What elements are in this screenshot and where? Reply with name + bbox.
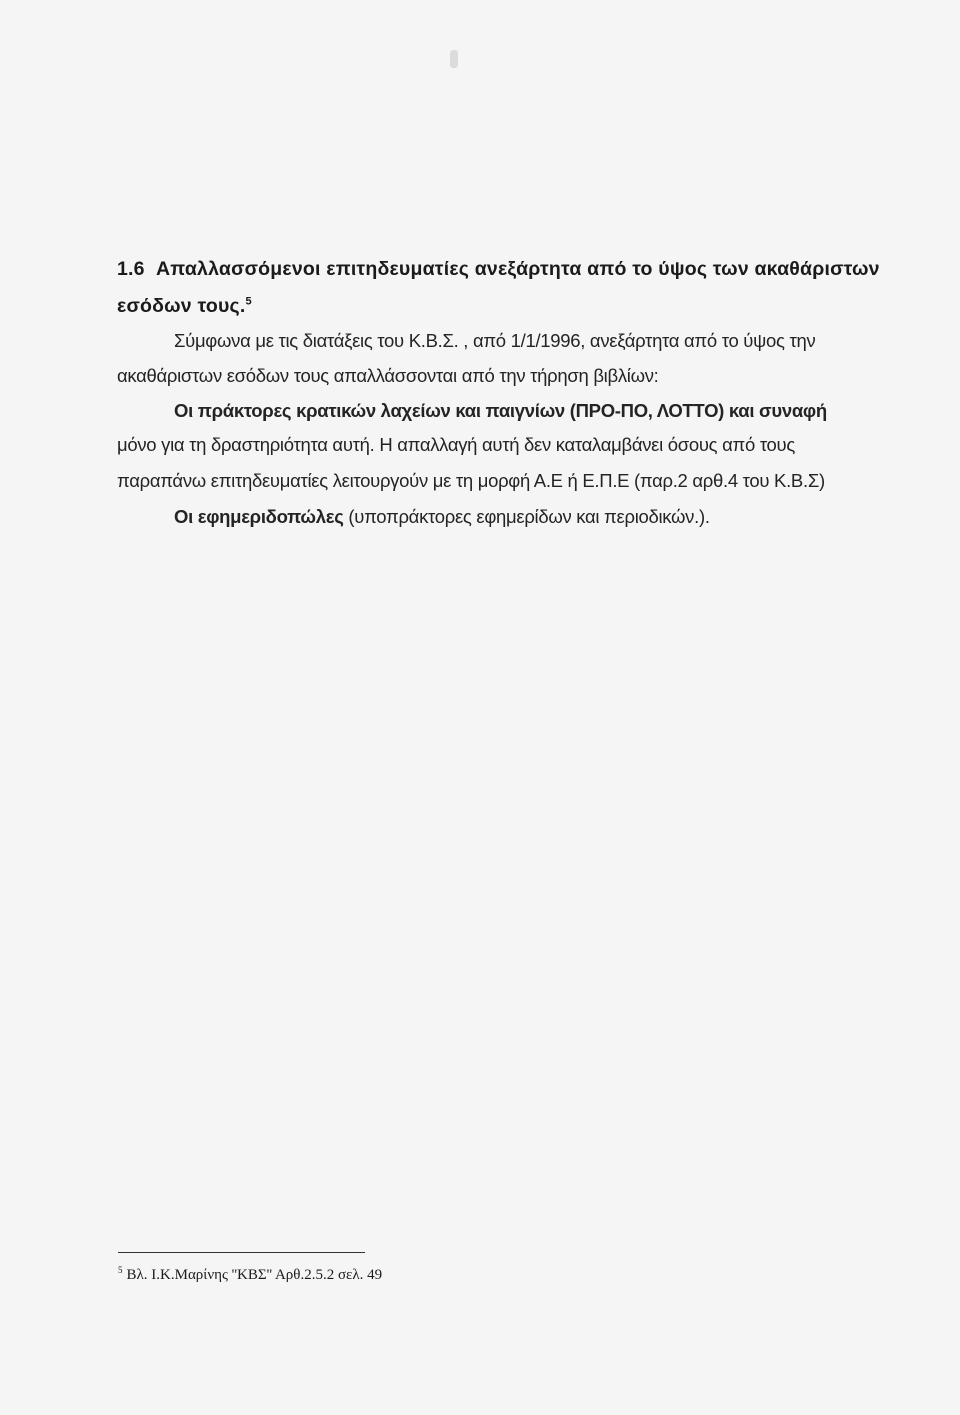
paragraph-line-5: παραπάνω επιτηδευματίες λειτουργούν με τη μορφή Α.Ε ή Ε.Π.Ε (παρ.2 αρθ.4 του Κ.Β.Σ)	[117, 470, 825, 491]
footnote-divider	[118, 1252, 365, 1253]
footnote	[118, 1267, 382, 1284]
newspaper-sellers-term: Οι εφημεριδοπώλες	[174, 506, 344, 527]
paragraph-line-1: Σύμφωνα με τις διατάξεις του Κ.Β.Σ. , από 1/1/1996, ανεξάρτητα από το ύψος την	[174, 330, 816, 351]
section-heading	[117, 258, 880, 281]
section-number: 1.6	[117, 258, 145, 280]
footnote-reference: 5	[245, 295, 252, 308]
footnote-text: Βλ. Ι.Κ.Μαρίνης ''ΚΒΣ'' Αρθ.2.5.2 σελ. 49	[126, 1267, 383, 1283]
footnote-number: 5	[118, 1265, 123, 1275]
paragraph-line-6	[174, 506, 710, 528]
section-title-line2: εσόδων τους.	[117, 295, 246, 317]
paragraph-line-3: Οι πράκτορες κρατικών λαχείων και παιγνίων (ΠΡΟ-ΠΟ, ΛΟΤΤΟ) και συναφή	[174, 400, 827, 421]
scan-artifact	[450, 50, 458, 68]
section-title-line1: Απαλλασσόμενοι επιτηδευματίες ανεξάρτητα από το ύψος των ακαθάριστων	[155, 258, 880, 280]
newspaper-sellers-detail: (υποπράκτορες εφημερίδων και περιοδικών.).	[343, 506, 710, 527]
paragraph-line-4: μόνο για τη δραστηριότητα αυτή. Η απαλλαγή αυτή δεν καταλαμβάνει όσους από τους	[117, 434, 795, 455]
section-heading-continued	[117, 295, 252, 318]
paragraph-line-2: ακαθάριστων εσόδων τους απαλλάσσονται από την τήρηση βιβλίων:	[117, 365, 659, 386]
